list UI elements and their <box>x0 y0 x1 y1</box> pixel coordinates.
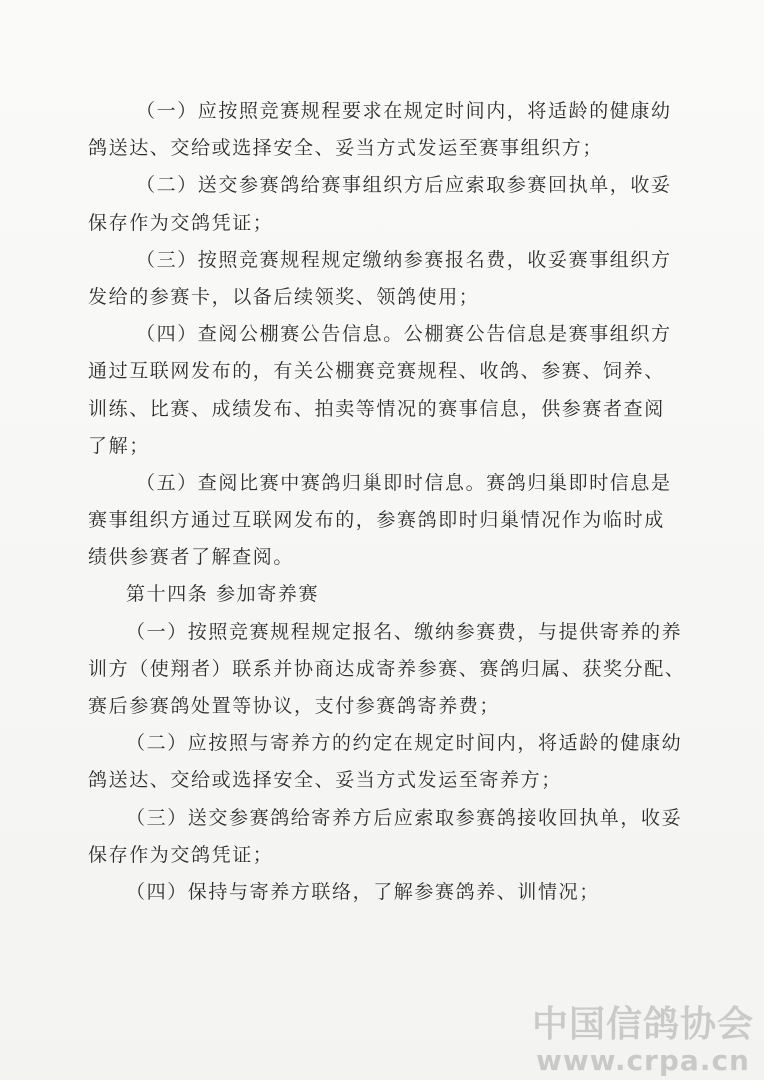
paragraph-line: （一）按照竞赛规程规定报名、缴纳参赛费，与提供寄养的养 <box>126 620 683 643</box>
paragraph-line: 鸽送达、交给或选择安全、妥当方式发运至赛事组织方； <box>88 137 604 160</box>
paragraph-line: 绩供参赛者了解查阅。 <box>88 546 295 569</box>
watermark-title: 中国信鸽协会 <box>531 1004 754 1045</box>
paragraph-line: 赛事组织方通过互联网发布的，参赛鸽即时归巢情况作为临时成 <box>88 509 665 532</box>
paragraph-line: （三）送交参赛鸽给寄养方后应索取参赛鸽接收回执单，收妥 <box>126 806 683 829</box>
paragraph-line: （四）保持与寄养方联络，了解参赛鸽养、训情况； <box>126 880 600 903</box>
watermark-url: www.crpa.cn <box>536 1044 750 1077</box>
paragraph-line: （二）应按照与寄养方的约定在规定时间内，将适龄的健康幼 <box>126 732 683 755</box>
paragraph-line: 训练、比赛、成绩发布、拍卖等情况的赛事信息，供参赛者查阅 <box>88 397 665 420</box>
paragraph-line: （一）应按照竞赛规程要求在规定时间内，将适龄的健康幼 <box>136 100 672 122</box>
paragraph-line: （四）查阅公棚赛公告信息。公棚赛公告信息是赛事组织方 <box>136 323 672 346</box>
paragraph-line: 保存作为交鸽凭证； <box>88 843 274 866</box>
article-heading: 第十四条 参加寄养赛 <box>126 583 320 606</box>
document-body <box>88 93 688 911</box>
paragraph-line: 鸽送达、交给或选择安全、妥当方式发运至寄养方； <box>88 769 562 792</box>
paragraph-line: （五）查阅比赛中赛鸽归巢即时信息。赛鸽归巢即时信息是 <box>136 471 672 494</box>
paragraph-line: 赛后参赛鸽处置等协议，支付参赛鸽寄养费； <box>88 695 501 717</box>
paragraph-line: 保存作为交鸽凭证； <box>88 211 274 234</box>
paragraph-line: （二）送交参赛鸽给赛事组织方后应索取参赛回执单，收妥 <box>136 174 672 197</box>
paragraph-line: 了解； <box>88 434 150 457</box>
paragraph-line: （三）按照竞赛规程规定缴纳参赛报名费，收妥赛事组织方 <box>136 248 672 271</box>
paragraph-line: 训方（使翔者）联系并协商达成寄养参赛、赛鸽归属、获奖分配、 <box>88 657 686 680</box>
watermark <box>528 1004 758 1076</box>
paragraph-line: 发给的参赛卡，以备后续领奖、领鸽使用； <box>88 285 480 308</box>
paragraph-line: 通过互联网发布的，有关公棚赛竞赛规程、收鸽、参赛、饲养、 <box>88 360 665 383</box>
